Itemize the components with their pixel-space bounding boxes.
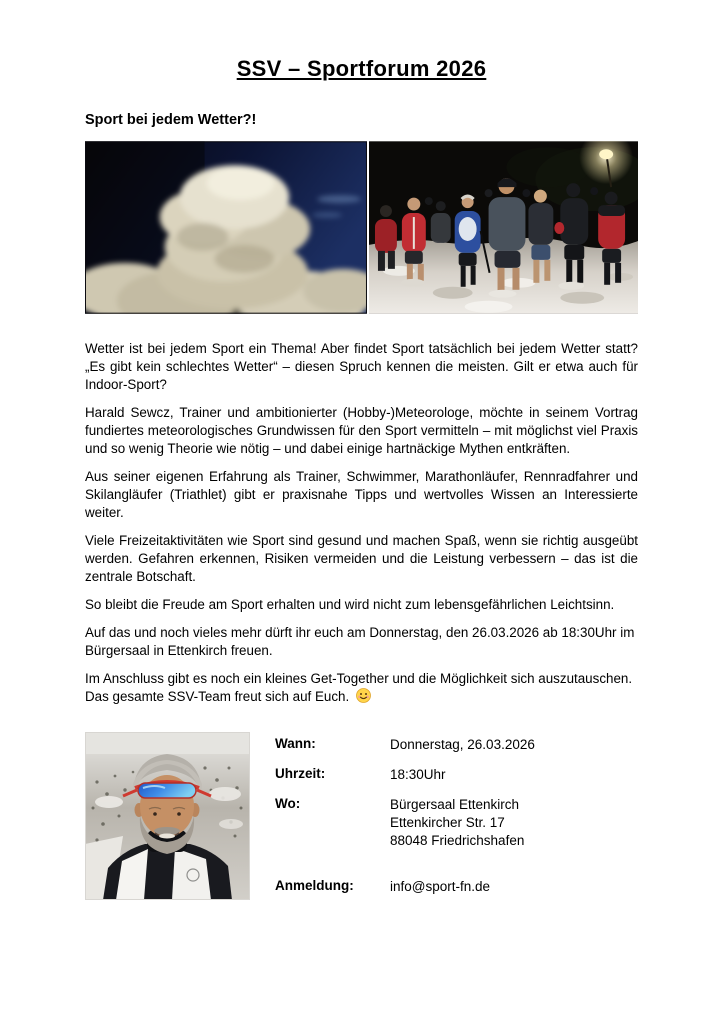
speaker-portrait-photo xyxy=(85,732,250,900)
info-row-uhrzeit xyxy=(275,766,535,784)
event-info-section xyxy=(85,732,638,908)
body-paragraph: Wetter ist bei jedem Sport ein Thema! Aber findet Sport tatsächlich bei jedem Wetter statt? „Es gibt kein schlechtes Wetter“ – diesen Spruch kennen die meisten. Gilt er etwa auch für Indoor-Sport? xyxy=(85,341,638,392)
info-value-wo-line2: Ettenkircher Str. 17 xyxy=(390,815,505,830)
body-paragraph: Auf das und noch vieles mehr dürft ihr euch am Donnerstag, den 26.03.2026 ab 18:30Uhr im Bürgersaal in Ettenkirch freuen. xyxy=(85,625,635,658)
info-row-wo xyxy=(275,796,535,850)
page-subtitle: Sport bei jedem Wetter?! xyxy=(85,112,257,128)
info-label-wann: Wann: xyxy=(275,736,316,751)
body-paragraph: Viele Freizeitaktivitäten wie Sport sind gesund und machen Spaß, wenn sie richtig ausgeübt werden. Gefahren erkennen, Risiken vermeiden und die Leistung verbessern – das ist die zentrale Botschaft. xyxy=(85,533,638,584)
info-value-wo xyxy=(390,796,524,850)
body-paragraph: So bleibt die Freude am Sport erhalten und wird nicht zum lebensgefährlichen Leichtsinn. xyxy=(85,597,615,612)
info-value-wann: Donnerstag, 26.03.2026 xyxy=(390,737,535,752)
info-value-wo-line3: 88048 Friedrichshafen xyxy=(390,833,525,848)
barefoot-snow-run-photo xyxy=(369,141,638,314)
page-title: SSV – Sportforum 2026 xyxy=(236,56,487,81)
photo-row xyxy=(85,141,638,314)
body-text xyxy=(85,340,638,706)
info-row-wann xyxy=(275,736,535,754)
info-label-uhrzeit: Uhrzeit: xyxy=(275,766,326,781)
body-paragraph xyxy=(85,670,638,706)
info-label-anmeldung: Anmeldung: xyxy=(275,878,354,893)
info-value-uhrzeit: 18:30Uhr xyxy=(390,767,446,782)
info-value-anmeldung-email: info@sport-fn.de xyxy=(390,879,491,894)
info-value-wo-line1: Bürgersaal Ettenkirch xyxy=(390,797,520,812)
body-paragraph: Aus seiner eigenen Erfahrung als Trainer, Schwimmer, Marathonläufer, Rennradfahrer und Skilangläufer (Triathlet) gibt er praxisnahe Tipps und wertvolles Wissen an Interessierte weiter. xyxy=(85,469,638,520)
body-paragraph: Harald Sewcz, Trainer und ambitionierter (Hobby-)Meteorologe, möchte in seinem Vortrag fundiertes meteorologisches Grundwissen für den Sport vermitteln – mit möglichst viel Praxis und so wenig Theorie wie nötig – und dabei einige hartnäckige Mythen entkräften. xyxy=(85,405,638,456)
info-row-anmeldung xyxy=(275,878,535,896)
body-paragraph-text: Im Anschluss gibt es noch ein kleines Get-Together und die Möglichkeit sich auszutauschen. Das gesamte SSV-Team freut sich auf Euch. xyxy=(85,671,633,704)
smiley-icon xyxy=(356,688,371,703)
info-label-wo: Wo: xyxy=(275,796,301,811)
storm-cloud-photo xyxy=(85,141,367,314)
info-table xyxy=(275,732,535,908)
